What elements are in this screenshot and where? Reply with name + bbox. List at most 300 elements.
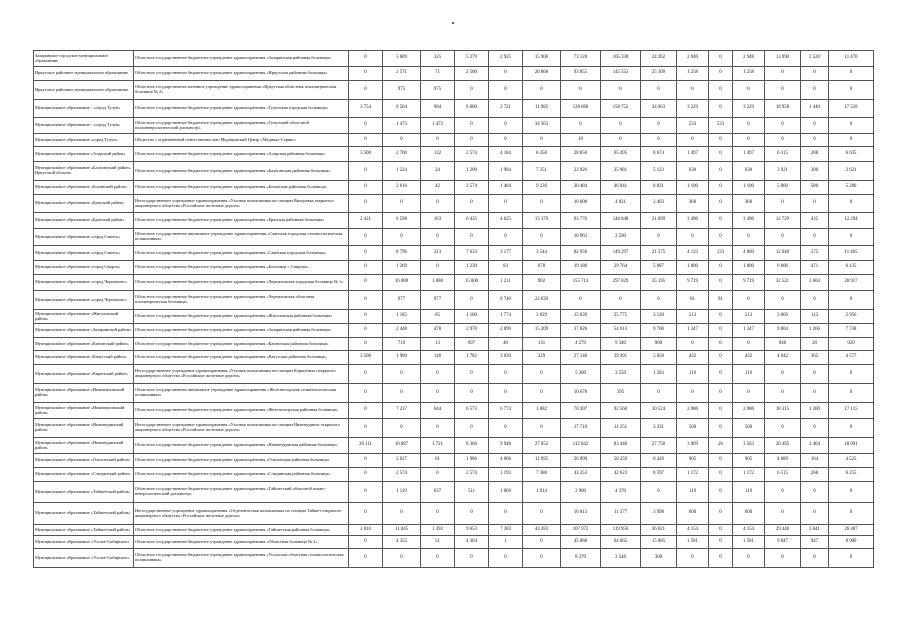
- value-cell: 0: [709, 503, 733, 525]
- municipality-cell: Муниципальное образование «Жигаловский район»: [34, 310, 134, 324]
- value-cell: 902: [523, 275, 561, 291]
- value-cell: 1 497: [677, 147, 709, 162]
- value-cell: 975: [383, 81, 421, 100]
- value-cell: 260: [801, 468, 829, 482]
- value-cell: 1 782: [455, 351, 489, 365]
- value-cell: 26 111: [349, 438, 383, 454]
- value-cell: 3 229: [677, 100, 709, 118]
- value-cell: 12 294: [829, 213, 874, 229]
- value-cell: 119: [677, 482, 709, 503]
- table-row: [34, 213, 874, 229]
- organization-cell: Областное государственное бюджетное учреждение здравоохранения «Железногорская районная больница»: [134, 403, 349, 419]
- value-cell: 0: [421, 384, 455, 403]
- value-cell: 3 754: [349, 100, 383, 118]
- value-cell: 10 008: [561, 195, 601, 213]
- value-cell: 4 577: [829, 351, 874, 365]
- table-row: [34, 162, 874, 181]
- value-cell: 630: [733, 162, 765, 181]
- value-cell: 11 465: [829, 246, 874, 261]
- value-cell: 2 574: [455, 181, 489, 195]
- municipality-cell: Муниципальное образование «Нижнеудинский район»: [34, 438, 134, 454]
- value-cell: 7 383: [489, 525, 523, 536]
- value-cell: 39 491: [601, 351, 641, 365]
- value-cell: 0: [709, 324, 733, 338]
- value-cell: 4 184: [489, 147, 523, 162]
- value-cell: 1 185: [383, 310, 421, 324]
- value-cell: 20 868: [523, 67, 561, 81]
- value-cell: 93 855: [561, 67, 601, 81]
- value-cell: 1 440: [801, 100, 829, 118]
- value-cell: 0: [801, 482, 829, 503]
- value-cell: 0: [383, 549, 421, 568]
- municipality-cell: Муниципальное образование «Киренский район»: [34, 365, 134, 384]
- table-row: [34, 338, 874, 351]
- table-row: [34, 229, 874, 246]
- value-cell: 6 035: [829, 147, 874, 162]
- value-cell: 0: [455, 365, 489, 384]
- value-cell: 1 984: [489, 162, 523, 181]
- value-cell: 20 524: [641, 403, 677, 419]
- value-cell: 0: [349, 275, 383, 291]
- value-cell: 19 180: [561, 261, 601, 275]
- value-cell: 0: [349, 246, 383, 261]
- value-cell: 43 283: [523, 525, 561, 536]
- value-cell: 1 986: [455, 454, 489, 468]
- value-cell: 1 473: [421, 118, 455, 134]
- value-cell: 5 279: [455, 51, 489, 67]
- value-cell: 0: [765, 134, 801, 147]
- value-cell: 2 027: [383, 454, 421, 468]
- value-cell: 1 211: [489, 275, 523, 291]
- value-cell: 8 370: [561, 549, 601, 568]
- organization-cell: Областное государственное бюджетное учреждение здравоохранения «Черемховская областная психиатрическая больница»: [134, 291, 349, 310]
- value-cell: 0: [677, 229, 709, 246]
- value-cell: 0: [829, 291, 874, 310]
- value-cell: 0: [601, 81, 641, 100]
- value-cell: 1 100: [455, 310, 489, 324]
- value-cell: 21 099: [641, 213, 677, 229]
- value-cell: 0: [677, 549, 709, 568]
- value-cell: 18 958: [765, 100, 801, 118]
- value-cell: 0: [709, 67, 733, 81]
- table-row: [34, 482, 874, 503]
- value-cell: 92 560: [601, 403, 641, 419]
- municipality-cell: Муниципальное образование «Заларинский район»: [34, 324, 134, 338]
- value-cell: 8 358: [523, 147, 561, 162]
- value-cell: 0: [709, 100, 733, 118]
- value-cell: 678: [523, 261, 561, 275]
- value-cell: 0: [383, 384, 421, 403]
- organization-cell: Общество с ограниченной ответственностью Медицинский Центр «Медикал-Сервис»: [134, 134, 349, 147]
- value-cell: 1 082: [523, 403, 561, 419]
- value-cell: 10: [561, 134, 601, 147]
- municipality-cell: Муниципальное образование «Боханский район»: [34, 181, 134, 195]
- value-cell: 16 813: [561, 503, 601, 525]
- value-cell: 158 752: [601, 100, 641, 118]
- value-cell: 2 500: [455, 67, 489, 81]
- value-cell: 0: [561, 291, 601, 310]
- value-cell: 6 606: [765, 261, 801, 275]
- municipality-cell: Иркутское районное муниципальное образование: [34, 81, 134, 100]
- table-row: [34, 438, 874, 454]
- table-row: [34, 261, 874, 275]
- value-cell: 42 623: [601, 468, 641, 482]
- value-cell: 2 404: [801, 438, 829, 454]
- municipality-cell: Муниципальное образование «Тайшетский район»: [34, 503, 134, 525]
- value-cell: 0: [489, 503, 523, 525]
- value-cell: 9 948: [489, 438, 523, 454]
- value-cell: 0: [421, 229, 455, 246]
- value-cell: 0: [829, 365, 874, 384]
- value-cell: 8 600: [455, 100, 489, 118]
- value-cell: 2 520: [801, 51, 829, 67]
- value-cell: 12 040: [765, 246, 801, 261]
- value-cell: 0: [421, 195, 455, 213]
- value-cell: 2 571: [383, 67, 421, 81]
- value-cell: 0: [349, 81, 383, 100]
- value-cell: 0: [383, 419, 421, 438]
- table-row: [34, 468, 874, 482]
- value-cell: 533: [677, 118, 709, 134]
- table-row: [34, 67, 874, 81]
- value-cell: 24: [421, 162, 455, 181]
- value-cell: 155 713: [561, 275, 601, 291]
- value-cell: 2 956: [829, 310, 874, 324]
- value-cell: 644: [421, 403, 455, 419]
- value-cell: 0: [765, 365, 801, 384]
- value-cell: 10 087: [383, 438, 421, 454]
- value-cell: 30 484: [561, 181, 601, 195]
- value-cell: 977: [421, 291, 455, 310]
- value-cell: 2 448: [383, 324, 421, 338]
- organization-cell: Областное государственное бюджетное учреждение здравоохранения «Качугская районная больница»: [134, 351, 349, 365]
- value-cell: 26 407: [829, 525, 874, 536]
- value-cell: 0: [709, 384, 733, 403]
- value-cell: 9 740: [489, 291, 523, 310]
- value-cell: 0: [349, 310, 383, 324]
- value-cell: 0: [383, 195, 421, 213]
- value-cell: 0: [765, 81, 801, 100]
- value-cell: 0: [829, 67, 874, 81]
- value-cell: 0: [709, 229, 733, 246]
- value-cell: 6 435: [455, 213, 489, 229]
- value-cell: 2 574: [455, 468, 489, 482]
- value-cell: 11 985: [523, 100, 561, 118]
- value-cell: 2 810: [349, 525, 383, 536]
- value-cell: 0: [709, 403, 733, 419]
- value-cell: 1 283: [641, 365, 677, 384]
- value-cell: 32 521: [765, 275, 801, 291]
- value-cell: 128 668: [561, 100, 601, 118]
- municipality-cell: Муниципальное образование «город Тулун»: [34, 134, 134, 147]
- value-cell: 3 969: [677, 438, 709, 454]
- value-cell: 7 633: [455, 246, 489, 261]
- value-cell: 0: [349, 291, 383, 310]
- value-cell: 0: [709, 261, 733, 275]
- value-cell: 0: [801, 229, 829, 246]
- value-cell: 0: [709, 81, 733, 100]
- value-cell: 3 039: [489, 351, 523, 365]
- value-cell: 15 039: [561, 310, 601, 324]
- value-cell: 0: [523, 365, 561, 384]
- value-cell: 0: [349, 324, 383, 338]
- organization-cell: Негосударственное учреждение здравоохранения «Узловая поликлиника на станции Вихоревка открытого акционерного общества «Российские железные дороги»: [134, 195, 349, 213]
- value-cell: 600: [733, 503, 765, 525]
- organization-cell: Областное государственное бюджетное учреждение здравоохранения «Больница г. Свирска»: [134, 261, 349, 275]
- value-cell: 0: [677, 134, 709, 147]
- municipality-cell: Муниципальное образование «Нижнеудинский район»: [34, 419, 134, 438]
- organization-cell: Областное государственное бюджетное учреждение здравоохранения «Тайшетский областной кожно-венерологический диспансер»: [134, 482, 349, 503]
- organization-cell: Областное государственное бюджетное учреждение здравоохранения «Аларская районная больница»: [134, 147, 349, 162]
- value-cell: 975: [421, 81, 455, 100]
- value-cell: 4 154: [677, 525, 709, 536]
- hospital-data-table: [33, 50, 874, 568]
- value-cell: 6 774: [489, 403, 523, 419]
- value-cell: 0: [349, 162, 383, 181]
- value-cell: 4 279: [561, 338, 601, 351]
- value-cell: 432: [733, 351, 765, 365]
- value-cell: 4 000: [733, 246, 765, 261]
- value-cell: 3 998: [641, 503, 677, 525]
- municipality-cell: Муниципальное образование «город Черемхово»: [34, 275, 134, 291]
- value-cell: 15 085: [641, 536, 677, 549]
- value-cell: 0: [801, 419, 829, 438]
- value-cell: 20: [801, 338, 829, 351]
- value-cell: 8 831: [641, 181, 677, 195]
- municipality-cell: Муниципальное образование «Аларский район»: [34, 147, 134, 162]
- value-cell: 0: [383, 134, 421, 147]
- value-cell: 0: [523, 195, 561, 213]
- value-cell: 365: [801, 351, 829, 365]
- value-cell: 1 581: [733, 536, 765, 549]
- value-cell: 513: [677, 310, 709, 324]
- value-cell: 8 900: [829, 536, 874, 549]
- value-cell: 0: [709, 549, 733, 568]
- value-cell: 0: [421, 261, 455, 275]
- value-cell: 25 775: [601, 310, 641, 324]
- municipality-cell: Муниципальное образование «Катангский район»: [34, 338, 134, 351]
- table-row: [34, 324, 874, 338]
- value-cell: 630: [677, 162, 709, 181]
- value-cell: 107 972: [561, 525, 601, 536]
- organization-cell: Областное государственное бюджетное учреждение здравоохранения «Нижнеудинская районная больница»: [134, 438, 349, 454]
- table-row: [34, 275, 874, 291]
- table-row: [34, 351, 874, 365]
- value-cell: 8 366: [455, 438, 489, 454]
- value-cell: 9 700: [641, 324, 677, 338]
- municipality-cell: Муниципальное образование «Братский район»: [34, 195, 134, 213]
- value-cell: 0: [349, 482, 383, 503]
- organization-cell: Областное государственное бюджетное учреждение здравоохранения «Тулунский областной психоневрологический диспансер»: [134, 118, 349, 134]
- value-cell: 0: [641, 134, 677, 147]
- value-cell: 0: [733, 549, 765, 568]
- organization-cell: Областное государственное автономное учреждение здравоохранения «Саянская городская стоматологическая поликлиника»: [134, 229, 349, 246]
- value-cell: 24 262: [641, 51, 677, 67]
- value-cell: 533: [709, 118, 733, 134]
- value-cell: 6 598: [383, 213, 421, 229]
- value-cell: 0: [733, 118, 765, 134]
- organization-cell: Областное государственное бюджетное учреждение здравоохранения «Жигаловская районная больница»: [134, 310, 349, 324]
- value-cell: 0: [677, 384, 709, 403]
- value-cell: 46 941: [601, 181, 641, 195]
- value-cell: 0: [709, 147, 733, 162]
- organization-cell: Областное государственное бюджетное учреждение здравоохранения «Тайшетская районная больница»: [134, 525, 349, 536]
- value-cell: 11 095: [523, 454, 561, 468]
- value-cell: 0: [801, 118, 829, 134]
- value-cell: 0: [801, 81, 829, 100]
- value-cell: 34 563: [523, 118, 561, 134]
- value-cell: 0: [489, 549, 523, 568]
- value-cell: 0: [421, 134, 455, 147]
- value-cell: 113: [801, 310, 829, 324]
- value-cell: 904: [421, 100, 455, 118]
- value-cell: 4 625: [489, 213, 523, 229]
- value-cell: 26 899: [561, 454, 601, 468]
- value-cell: 5 087: [641, 261, 677, 275]
- table-row: [34, 118, 874, 134]
- organization-cell: Областное государственное бюджетное учреждение здравоохранения «Заларинская районная больница»: [134, 324, 349, 338]
- value-cell: 0: [561, 81, 601, 100]
- value-cell: 6 573: [455, 403, 489, 419]
- municipality-cell: Заларинское городское муниципальное образование: [34, 51, 134, 67]
- organization-cell: Областное государственное бюджетное учреждение здравоохранения «Областная больница № 2»: [134, 536, 349, 549]
- value-cell: 5 858: [641, 351, 677, 365]
- value-cell: 7 388: [523, 468, 561, 482]
- value-cell: 325: [421, 51, 455, 67]
- municipality-cell: Муниципальное образование - «город Тулун»: [34, 100, 134, 118]
- value-cell: 0: [349, 454, 383, 468]
- value-cell: 17 710: [561, 419, 601, 438]
- value-cell: 83 440: [601, 438, 641, 454]
- value-cell: 0: [421, 468, 455, 482]
- value-cell: 133: [709, 246, 733, 261]
- value-cell: 3 921: [765, 162, 801, 181]
- value-cell: 0: [709, 454, 733, 468]
- value-cell: 2 900: [561, 482, 601, 503]
- value-cell: 11 045: [383, 525, 421, 536]
- value-cell: 2 574: [455, 147, 489, 162]
- value-cell: 0: [801, 365, 829, 384]
- value-cell: 947: [801, 536, 829, 549]
- table-row: [34, 81, 874, 100]
- value-cell: 0: [349, 195, 383, 213]
- value-cell: 1 581: [677, 536, 709, 549]
- value-cell: 0: [709, 468, 733, 482]
- value-cell: 3 177: [489, 246, 523, 261]
- value-cell: 3 604: [801, 275, 829, 291]
- organization-cell: Областное государственное бюджетное учреждение здравоохранения «Саянская городская больница»: [134, 246, 349, 261]
- value-cell: 0: [641, 291, 677, 310]
- value-cell: 2 590: [601, 229, 641, 246]
- value-cell: 4 154: [733, 525, 765, 536]
- table-row: [34, 195, 874, 213]
- value-cell: 3 029: [523, 310, 561, 324]
- value-cell: 0: [829, 118, 874, 134]
- value-cell: 0: [349, 468, 383, 482]
- value-cell: 1 000: [677, 261, 709, 275]
- value-cell: 0: [765, 195, 801, 213]
- value-cell: 4 831: [601, 195, 641, 213]
- value-cell: 7 217: [383, 403, 421, 419]
- value-cell: 0: [455, 229, 489, 246]
- value-cell: 3 229: [733, 100, 765, 118]
- value-cell: 0: [709, 181, 733, 195]
- table-row: [34, 454, 874, 468]
- organization-cell: Областное государственное бюджетное учреждение здравоохранения «Братская районная больница»: [134, 213, 349, 229]
- value-cell: 73 128: [561, 51, 601, 67]
- value-cell: 0: [801, 134, 829, 147]
- value-cell: 0: [455, 195, 489, 213]
- value-cell: 0: [733, 291, 765, 310]
- value-cell: 4 370: [601, 482, 641, 503]
- value-cell: 15 906: [523, 51, 561, 67]
- value-cell: 9 239: [523, 181, 561, 195]
- value-cell: 513: [733, 310, 765, 324]
- table-row: [34, 536, 874, 549]
- value-cell: 35 195: [641, 275, 677, 291]
- value-cell: 0: [349, 134, 383, 147]
- value-cell: 2 948: [733, 51, 765, 67]
- value-cell: 580: [801, 181, 829, 195]
- value-cell: 3 544: [523, 246, 561, 261]
- value-cell: 17 115: [829, 403, 874, 419]
- value-cell: 1 980: [383, 351, 421, 365]
- value-cell: 1 721: [421, 438, 455, 454]
- value-cell: 0: [801, 67, 829, 81]
- value-cell: 42: [421, 181, 455, 195]
- value-cell: 119 956: [601, 525, 641, 536]
- value-cell: 0: [677, 81, 709, 100]
- value-cell: 25 109: [641, 67, 677, 81]
- value-cell: 8 796: [383, 246, 421, 261]
- value-cell: 0: [765, 291, 801, 310]
- value-cell: 4 133: [677, 246, 709, 261]
- value-cell: 15 179: [523, 213, 561, 229]
- value-cell: 0: [733, 338, 765, 351]
- municipality-cell: Муниципальное образование «город Саянск»: [34, 246, 134, 261]
- value-cell: 2 986: [677, 403, 709, 419]
- value-cell: 0: [733, 384, 765, 403]
- value-cell: 5 280: [829, 181, 874, 195]
- value-cell: 16 088: [383, 275, 421, 291]
- value-cell: 43 253: [561, 468, 601, 482]
- municipality-cell: Муниципальное образование «Братский район»: [34, 213, 134, 229]
- value-cell: 18 315: [765, 403, 801, 419]
- value-cell: 0: [421, 549, 455, 568]
- value-cell: 300: [641, 549, 677, 568]
- value-cell: 0: [383, 229, 421, 246]
- value-cell: 1 119: [383, 482, 421, 503]
- value-cell: 9 653: [455, 525, 489, 536]
- value-cell: 1 100: [733, 181, 765, 195]
- value-cell: 11 251: [601, 419, 641, 438]
- value-cell: 0: [829, 419, 874, 438]
- value-cell: 71: [421, 67, 455, 81]
- organization-cell: Негосударственное учреждение здравоохранения «Узловая поликлиника на станции Коршуниха открытого акционерного общества «Российские железные дороги»: [134, 365, 349, 384]
- value-cell: 6 255: [829, 468, 874, 482]
- value-cell: 0: [349, 503, 383, 525]
- value-cell: 85: [421, 310, 455, 324]
- value-cell: 83: [489, 261, 523, 275]
- value-cell: 1 347: [733, 324, 765, 338]
- organization-cell: Областное государственное бюджетное учреждение здравоохранения «Усольская областная стоматологическая поликлиника»: [134, 549, 349, 568]
- organization-cell: Областное государственное бюджетное учреждение здравоохранения «Боханская районная больница»: [134, 181, 349, 195]
- value-cell: 280: [801, 147, 829, 162]
- value-cell: 3 331: [641, 419, 677, 438]
- value-cell: 4 304: [455, 536, 489, 549]
- value-cell: 0: [709, 310, 733, 324]
- value-cell: 0: [733, 229, 765, 246]
